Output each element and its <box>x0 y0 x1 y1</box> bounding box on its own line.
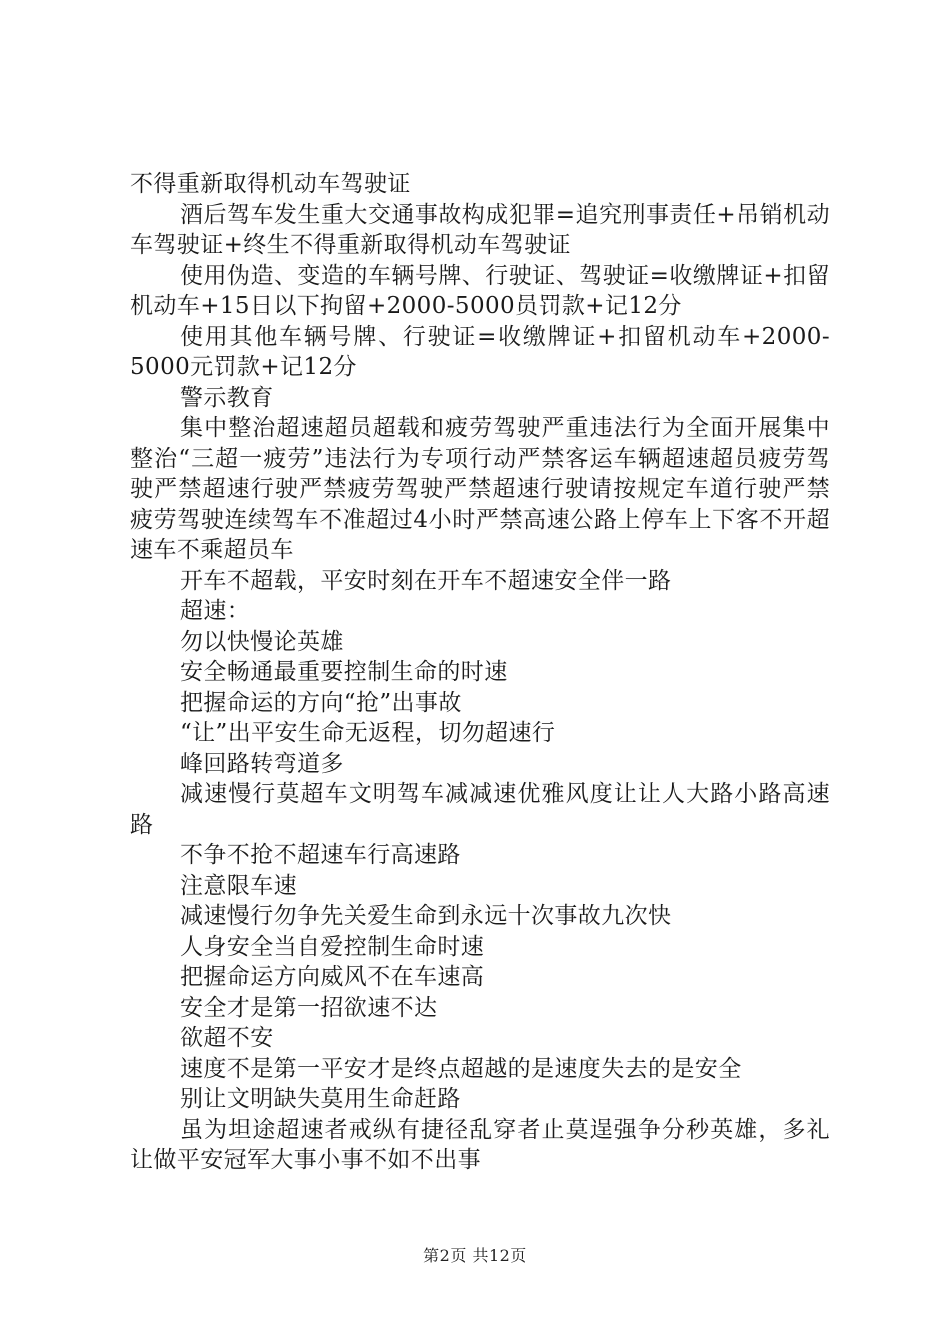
document-body <box>130 169 830 1176</box>
body-paragraph: 安全畅通最重要控制生命的时速 <box>180 659 508 685</box>
body-paragraph: 使用伪造、变造的车辆号牌、行驶证、驾驶证=收缴牌证+扣留机动车+15日以下拘留+2000-5000员罚款+记12分 <box>130 262 830 319</box>
body-paragraph: 安全才是第一招欲速不达 <box>180 994 438 1021</box>
page-number-footer: 第2页 共12页 <box>423 1246 527 1265</box>
body-paragraph: 警示教育 <box>180 384 274 411</box>
body-paragraph: 把握命运的方向“抢”出事故 <box>180 689 462 716</box>
body-paragraph: 峰回路转弯道多 <box>180 750 344 777</box>
body-paragraph: 减速慢行勿争先关爱生命到永远十次事故九次快 <box>180 903 672 929</box>
body-paragraph: 开车不超载，平安时刻在开车不超速安全伴一路 <box>180 567 672 594</box>
body-paragraph: 别让文明缺失莫用生命赶路 <box>180 1086 461 1112</box>
body-paragraph: 酒后驾车发生重大交通事故构成犯罪=追究刑事责任+吊销机动车驾驶证+终生不得重新取得机动车驾驶证 <box>130 201 830 258</box>
body-paragraph: 超速： <box>180 598 251 624</box>
body-paragraph: 把握命运方向威风不在车速高 <box>180 964 485 990</box>
body-paragraph: 欲超不安 <box>180 1025 274 1051</box>
body-paragraph: 勿以快慢论英雄 <box>180 628 344 655</box>
body-paragraph: 减速慢行莫超车文明驾车减减速优雅风度让让人大路小路高速路 <box>130 781 830 838</box>
body-paragraph: 不得重新取得机动车驾驶证 <box>130 171 411 197</box>
body-paragraph: 使用其他车辆号牌、行驶证=收缴牌证+扣留机动车+2000-5000元罚款+记12分 <box>130 323 830 380</box>
body-paragraph: 集中整治超速超员超载和疲劳驾驶严重违法行为全面开展集中整治“三超一疲劳”违法行为专项行动严禁客运车辆超速超员疲劳驾驶严禁超速行驶严禁疲劳驾驶严禁超速行驶请按规定车道行驶严禁疲劳驾驶连续驾车不准超过4小时严禁高速公路上停车上下客不开超速车不乘超员车 <box>130 415 830 563</box>
body-paragraph: “让”出平安生命无返程，切勿超速行 <box>180 720 556 746</box>
body-paragraph: 速度不是第一平安才是终点超越的是速度失去的是安全 <box>180 1055 742 1082</box>
body-paragraph: 注意限车速 <box>180 872 297 899</box>
body-paragraph: 不争不抢不超速车行高速路 <box>180 842 461 868</box>
body-paragraph: 人身安全当自爱控制生命时速 <box>180 933 485 960</box>
body-paragraph: 虽为坦途超速者戒纵有捷径乱穿者止莫逞强争分秒英雄，多礼让做平安冠军大事小事不如不出事 <box>130 1116 830 1173</box>
